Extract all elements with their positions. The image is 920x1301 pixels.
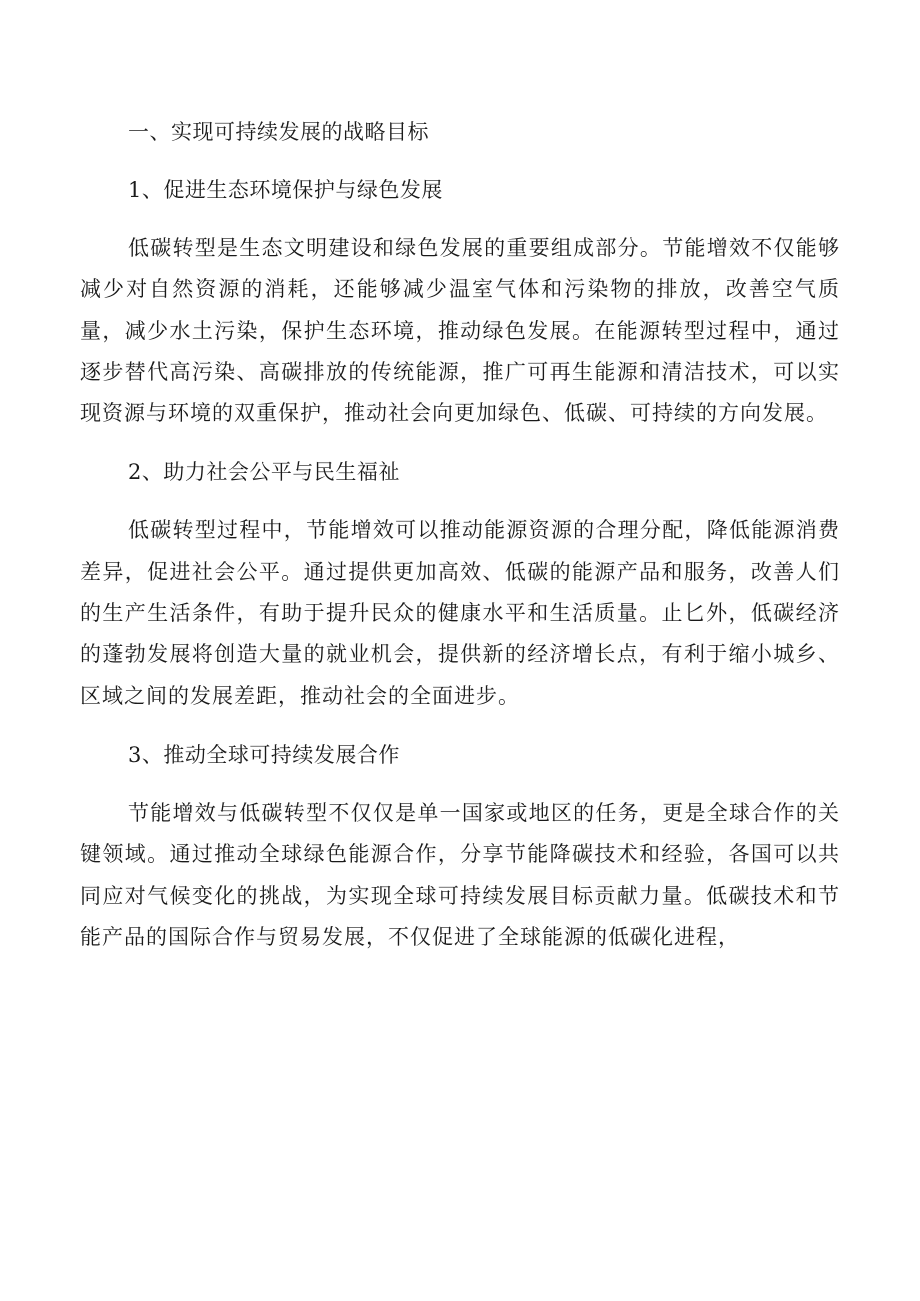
section-3-heading: 3、推动全球可持续发展合作 xyxy=(128,742,400,767)
section-2-heading: 2、助力社会公平与民生福祉 xyxy=(128,460,400,485)
section-1-paragraph: 低碳转型是生态文明建设和绿色发展的重要组成部分。节能增效不仅能够减少对自然资源的消耗，还能够减少温室气体和污染物的排放，改善空气质量，减少水土污染，保护生态环境，推动绿色发展。在能源转型过程中，通过逐步替代高污染、高碳排放的传统能源，推广可再生能源和清洁技术，可以实现资源与环境的双重保护，推动社会向更加绿色、低碳、可持续的方向发展。 xyxy=(80,236,840,426)
section-3-paragraph: 节能增效与低碳转型不仅仅是单一国家或地区的任务，更是全球合作的关键领域。通过推动全球绿色能源合作，分享节能降碳技术和经验，各国可以共同应对气候变化的挑战，为实现全球可持续发展目标贡献力量。低碳技术和节能产品的国际合作与贸易发展，不仅促进了全球能源的低碳化进程， xyxy=(80,800,840,949)
section-2-paragraph: 低碳转型过程中，节能增效可以推动能源资源的合理分配，降低能源消费差异，促进社会公平。通过提供更加高效、低碳的能源产品和服务，改善人们的生产生活条件，有助于提升民众的健康水平和生活质量。止匕外，低碳经济的蓬勃发展将创造大量的就业机会，提供新的经济增长点，有利于缩小城乡、区域之间的发展差距，推动社会的全面进步。 xyxy=(80,518,840,708)
main-heading: 一、实现可持续发展的战略目标 xyxy=(128,120,429,144)
section-1-heading: 1、促进生态环境保护与绿色发展 xyxy=(128,178,443,202)
